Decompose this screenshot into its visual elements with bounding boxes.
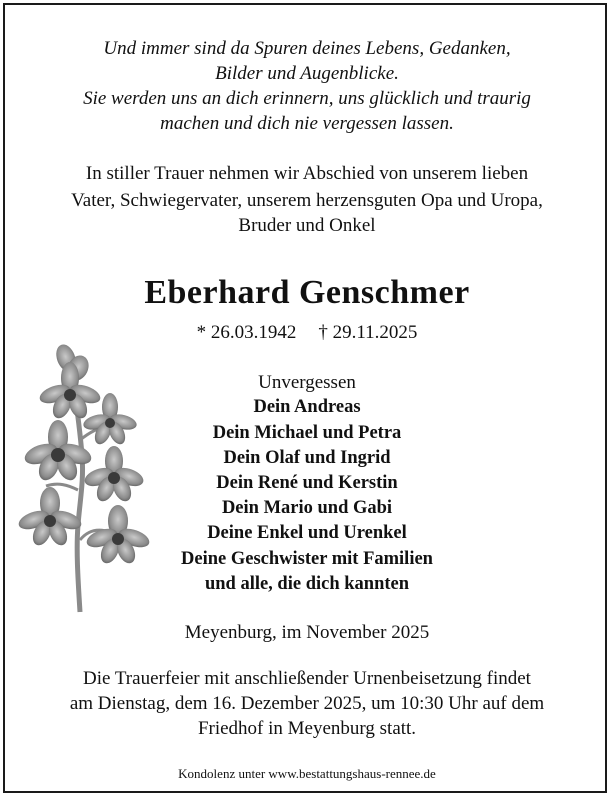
death-date: † 29.11.2025	[318, 322, 418, 343]
mourners-intro: Unvergessen	[258, 372, 356, 393]
mourner-line: Dein René und Kerstin	[216, 473, 398, 493]
mourner-line: Deine Enkel und Urenkel	[207, 523, 407, 543]
poem-line: Sie werden uns an dich erinnern, uns glücklich und traurig	[83, 88, 531, 109]
poem-line: Und immer sind da Spuren deines Lebens, Gedanken,	[103, 38, 511, 59]
intro-line: In stiller Trauer nehmen wir Abschied von unserem lieben	[85, 163, 529, 184]
intro-line: Vater, Schwiegervater, unserem herzensguten Opa und Uropa,	[71, 190, 543, 211]
funeral-line: Friedhof in Meyenburg statt.	[197, 718, 417, 739]
mourner-line: Dein Mario und Gabi	[221, 498, 393, 518]
intro-line: Bruder und Onkel	[238, 215, 376, 236]
poem-line: Bilder und Augenblicke.	[215, 63, 399, 84]
mourner-line: Dein Andreas	[253, 397, 361, 417]
poem-line: machen und dich nie vergessen lassen.	[160, 113, 454, 134]
funeral-line: am Dienstag, dem 16. Dezember 2025, um 10:30 Uhr auf dem	[69, 693, 545, 714]
mourner-line: Dein Olaf und Ingrid	[223, 448, 391, 468]
deceased-name: Eberhard Genschmer	[144, 274, 470, 311]
birth-date: * 26.03.1942	[196, 322, 297, 343]
condolence-footer: Kondolenz unter www.bestattungshaus-rennee.de	[178, 766, 436, 781]
mourner-line: und alle, die dich kannten	[204, 574, 410, 594]
place-date: Meyenburg, im November 2025	[184, 622, 430, 643]
mourner-line: Dein Michael und Petra	[212, 423, 402, 443]
funeral-line: Die Trauerfeier mit anschließender Urnenbeisetzung findet	[83, 668, 531, 689]
mourner-line: Deine Geschwister mit Familien	[181, 549, 433, 569]
